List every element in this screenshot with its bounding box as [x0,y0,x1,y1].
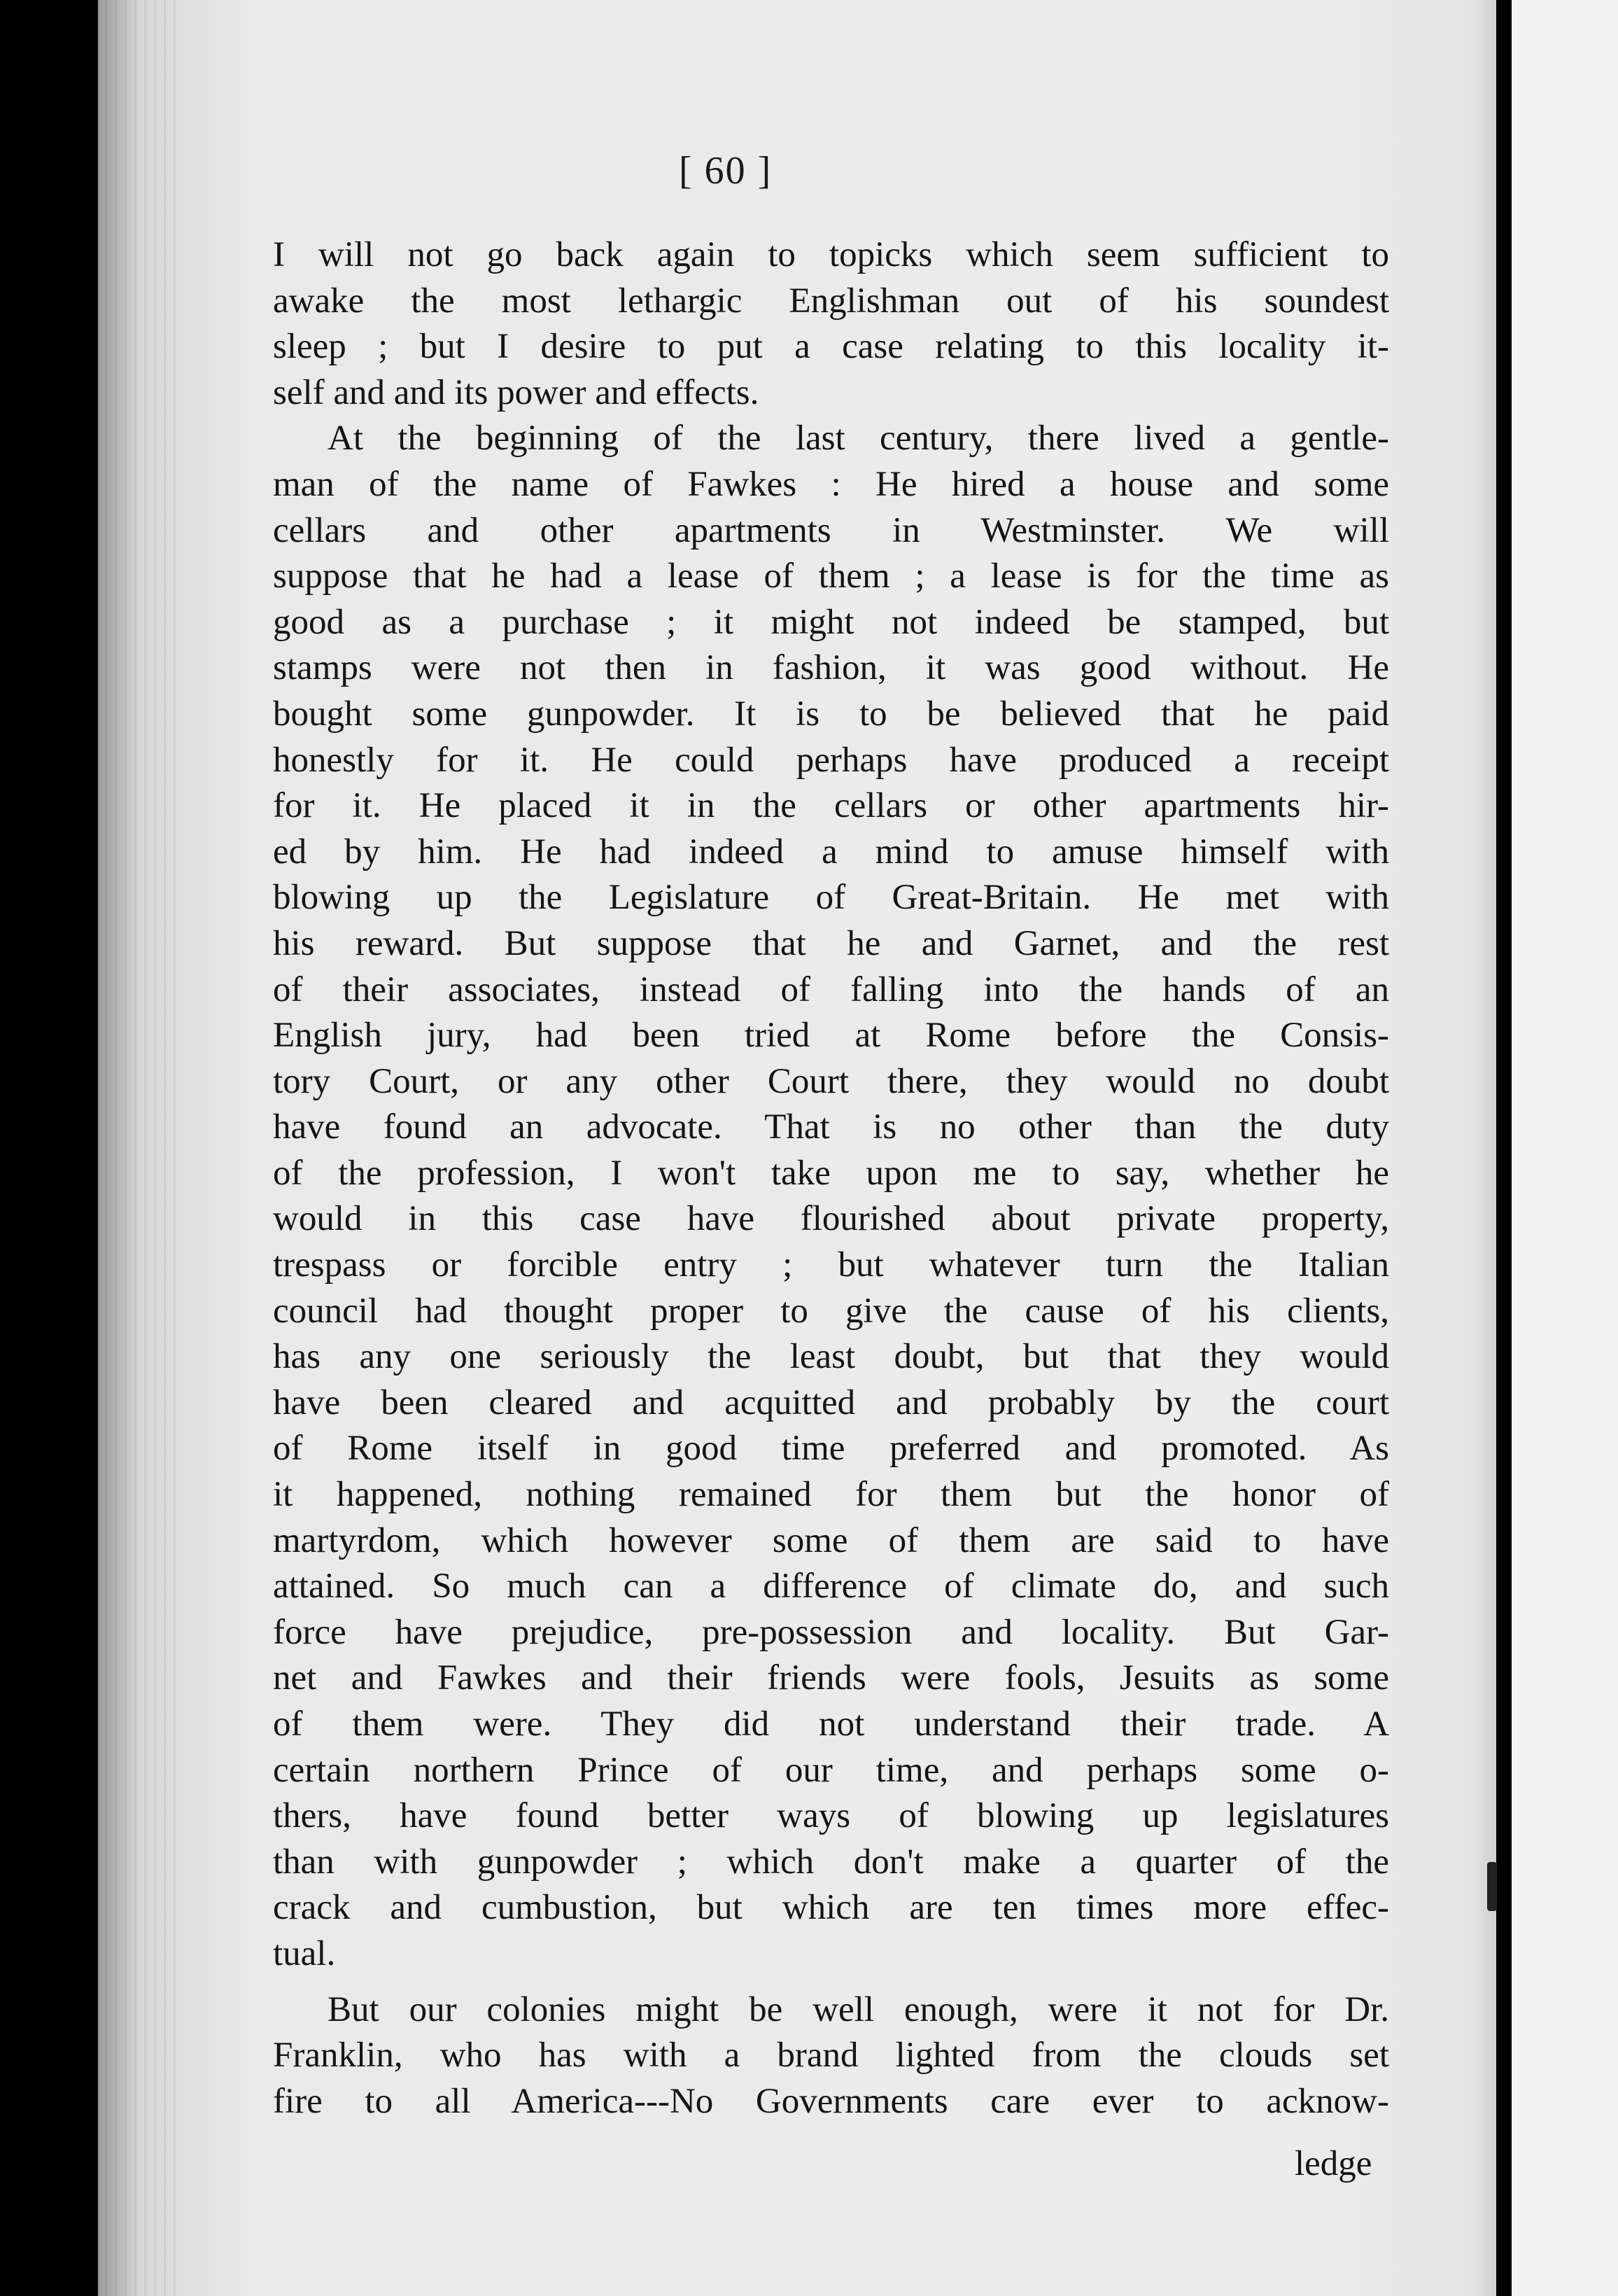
text-line: has any one seriously the least doubt, but that they would [273,1337,1389,1377]
text-line: sleep ; but I desire to put a case relating to this locality it- [273,327,1389,367]
text-line: cellars and other apartments in Westminster. We will [273,510,1389,550]
text-line: Franklin, who has with a brand lighted from the clouds set [273,2036,1389,2076]
page-gutter [105,0,182,2296]
text-line: have found an advocate. That is no other than the duty [273,1107,1389,1147]
page-edge-rule [1496,0,1503,2296]
text-line: certain northern Prince of our time, and perhaps some o- [273,1750,1389,1790]
text-line: attained. So much can a difference of climate do, and such [273,1567,1389,1606]
text-line: tory Court, or any other Court there, they would no doubt [273,1061,1389,1101]
text-line: fire to all America---No Governments care ever to acknow- [273,2081,1389,2121]
text-line: bought some gunpowder. It is to be believed that he paid [273,694,1389,734]
text-line: ed by him. He had indeed a mind to amuse himself with [273,832,1389,872]
text-line: net and Fawkes and their friends were fools, Jesuits as some [273,1658,1389,1698]
catchword: ledge [1295,2144,1372,2183]
text-line: I will not go back again to topicks which seem sufficient to [273,235,1389,274]
text-line: of Rome itself in good time preferred and promoted. As [273,1429,1389,1469]
text-line: his reward. But suppose that he and Garnet, and the rest [273,923,1389,963]
text-line: honestly for it. He could perhaps have produced a receipt [273,740,1389,780]
text-line: English jury, had been tried at Rome before the Consis- [273,1016,1389,1056]
text-line: trespass or forcible entry ; but whatever turn the Italian [273,1245,1389,1285]
text-line: for it. He placed it in the cellars or other apartments hir- [273,786,1389,826]
text-line: martyrdom, which however some of them are said to have [273,1520,1389,1560]
text-line: thers, have found better ways of blowing up legislatures [273,1796,1389,1836]
text-line: council had thought proper to give the cause of his clients, [273,1291,1389,1331]
text-line: But our colonies might be well enough, were it not for Dr. [328,1989,1389,2029]
text-line: of their associates, instead of falling into the hands of an [273,969,1389,1009]
text-line: blowing up the Legislature of Great-Britain. He met with [273,878,1389,918]
text-line: of the profession, I won't take upon me to say, whether he [273,1153,1389,1193]
text-line: awake the most lethargic Englishman out of his soundest [273,281,1389,321]
text-line: would in this case have flourished about private property, [273,1199,1389,1239]
text-line: tual. [273,1933,336,1973]
text-line: self and and its power and effects. [273,372,759,412]
text-line: stamps were not then in fashion, it was good without. He [273,648,1389,688]
edge-mark [1487,1862,1497,1911]
text-line: force have prejudice, pre-possession and locality. But Gar- [273,1612,1389,1652]
text-line: good as a purchase ; it might not indeed be stamped, but [273,602,1389,642]
text-line: suppose that he had a lease of them ; a lease is for the time as [273,556,1389,596]
text-line: of them were. They did not understand their trade. A [273,1704,1389,1744]
text-line: crack and cumbustion, but which are ten times more effec- [273,1888,1389,1928]
facing-page-strip [1512,0,1618,2296]
text-line: man of the name of Fawkes : He hired a house and some [273,464,1389,504]
body-text [273,232,1389,2124]
text-line: than with gunpowder ; which don't make a quarter of the [273,1842,1389,1882]
text-line: have been cleared and acquitted and probably by the court [273,1382,1389,1422]
page-number: [ 60 ] [679,149,773,192]
text-line: it happened, nothing remained for them but the honor of [273,1475,1389,1515]
text-line: At the beginning of the last century, there lived a gentle- [328,419,1389,458]
